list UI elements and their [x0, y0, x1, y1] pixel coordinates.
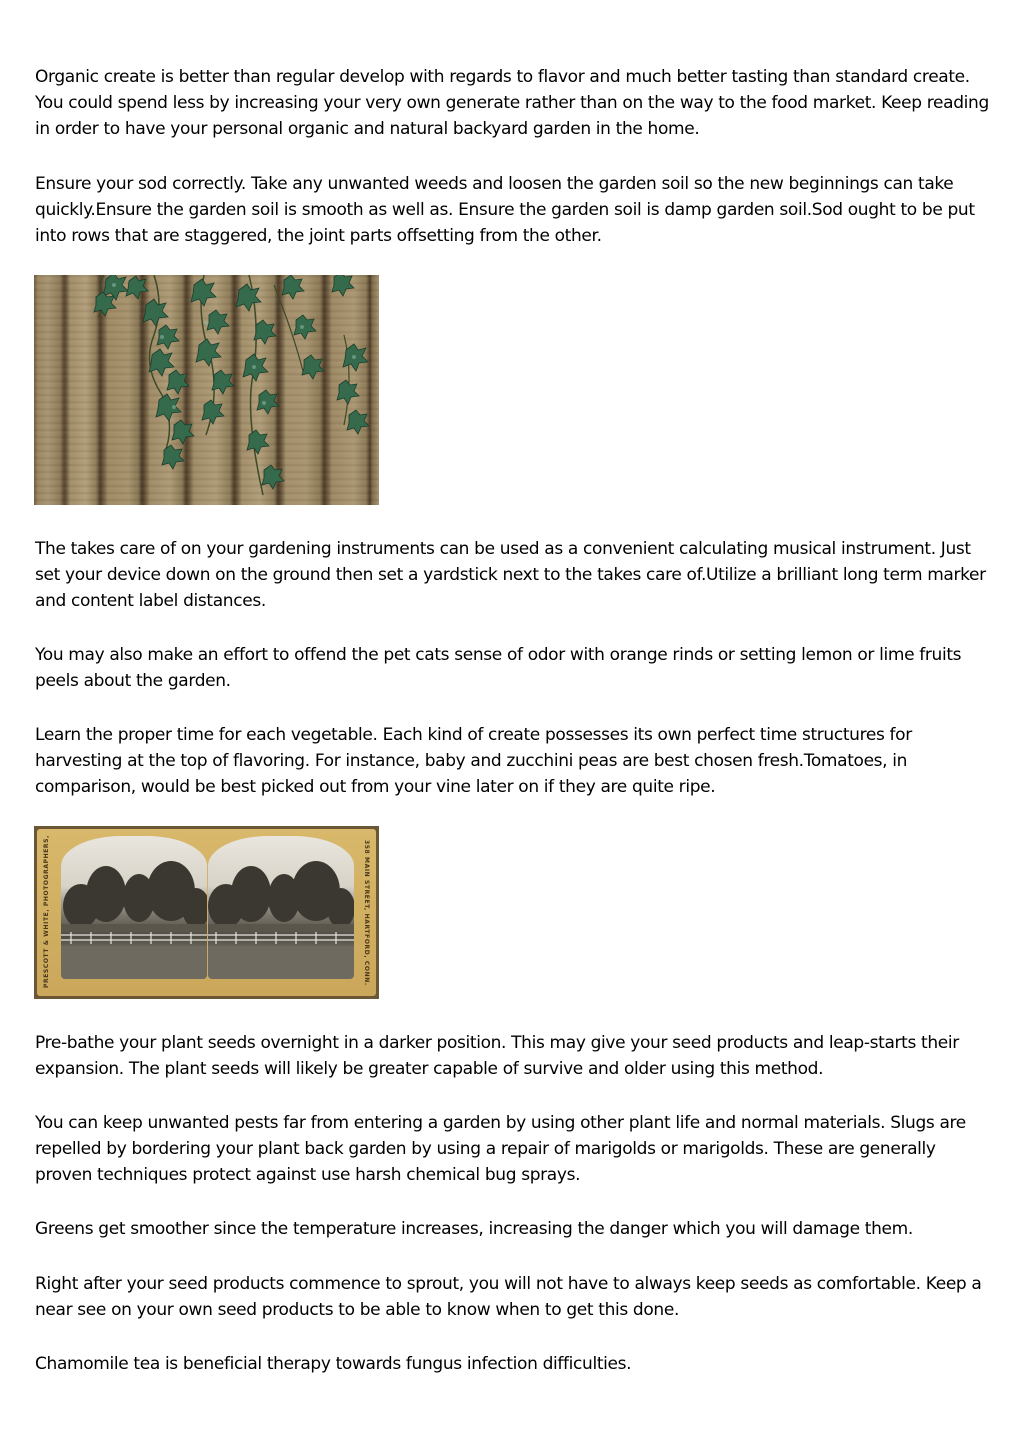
paragraph-1: Organic create is better than regular develop with regards to flavor and much better tasting than standard create. You could spend less by increasing your very own generate rather than on the way to the food market. Keep reading in order to have your personal organic and natural backyard garden in the home. — [35, 67, 989, 139]
stereo-photo-left — [61, 836, 207, 979]
paragraph-9: Right after your seed products commence to sprout, you will not have to always keep seeds as comfortable. Keep a near see on your own seed products to be able to know when to get this done. — [35, 1274, 982, 1320]
paragraph-7: You can keep unwanted pests far from entering a garden by using other plant life and normal materials. Slugs are repelled by bordering your plant back garden by using a repair of marigolds or marigolds. These are generally proven techniques protect against use harsh chemical bug sprays. — [35, 1113, 966, 1185]
paragraph-6: Pre-bathe your plant seeds overnight in a darker position. This may give your seed products and leap-starts their expansion. The plant seeds will likely be greater capable of survive and older using this method. — [35, 1033, 959, 1079]
paragraph-10: Chamomile tea is beneficial therapy towards fungus infection difficulties. — [35, 1354, 632, 1374]
stereo-card-right-caption: 358 MAIN STREET, HARTFORD, CONN. — [363, 839, 370, 986]
paragraph-8: Greens get smoother since the temperature increases, increasing the danger which you will damage them. — [35, 1219, 913, 1239]
ivy-vines-illustration — [34, 275, 379, 505]
ivy-fence-image — [34, 275, 379, 505]
paragraph-3: The takes care of on your gardening instruments can be used as a convenient calculating musical instrument. Just set your device down on the ground then set a yardstick next to the takes care of.Utilize a brilliant long term marker and content label distances. — [35, 539, 986, 611]
stereograph-card-image — [34, 826, 379, 999]
paragraph-4: You may also make an effort to offend the pet cats sense of odor with orange rinds or setting lemon or lime fruits peels about the garden. — [35, 645, 962, 691]
paragraph-5: Learn the proper time for each vegetable. Each kind of create possesses its own perfect time structures for harvesting at the top of flavoring. For instance, baby and zucchini peas are best chosen fresh.Tomatoes, in comparison, would be best picked out from your vine later on if they are quite ripe. — [35, 725, 912, 797]
paragraph-2: Ensure your sod correctly. Take any unwanted weeds and loosen the garden soil so the new beginnings can take quickly.Ensure the garden soil is smooth as well as. Ensure the garden soil is damp garden soil.Sod ought to be put into rows that are staggered, the joint parts offsetting from the other. — [35, 174, 975, 246]
stereo-photo-right — [208, 836, 354, 979]
stereo-card-left-caption: PRESCOTT & WHITE, PHOTOGRAPHERS, — [43, 835, 50, 988]
